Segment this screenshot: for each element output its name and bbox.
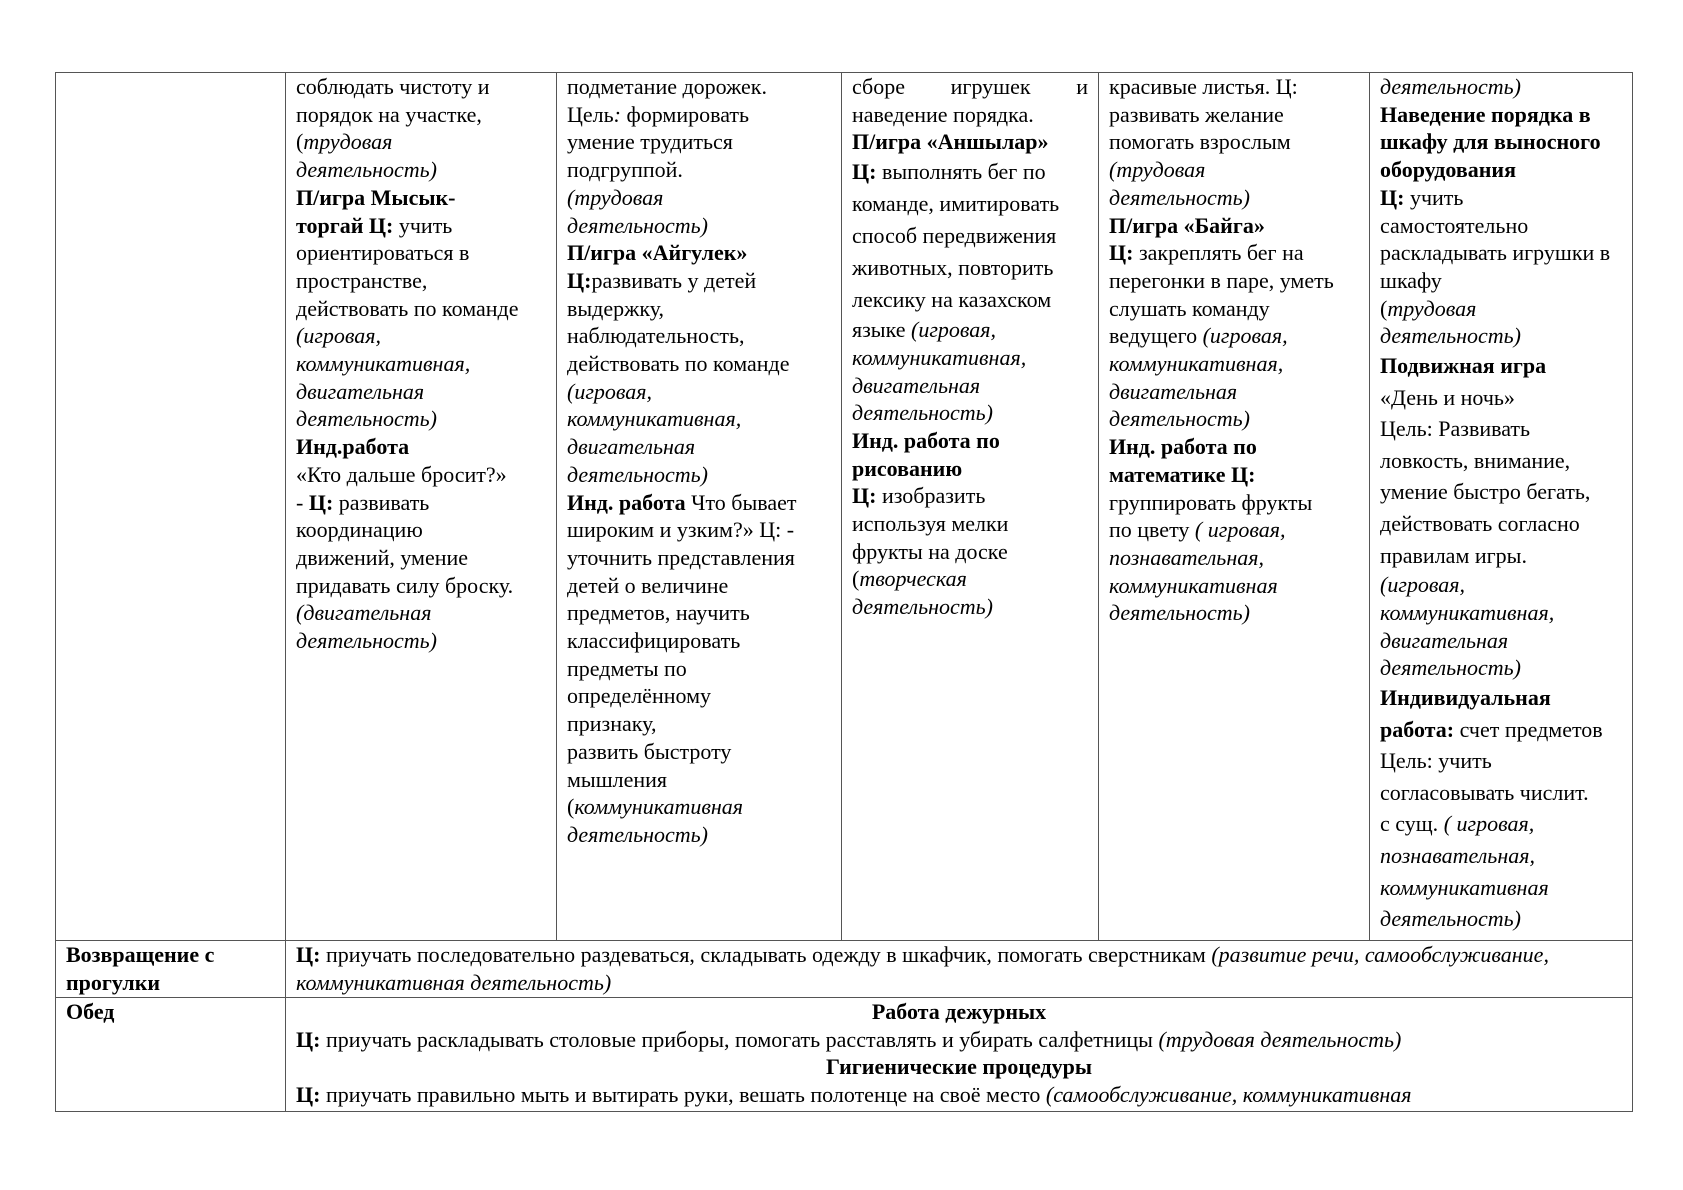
- text-line: [852, 101, 1088, 129]
- text-line: [852, 427, 1088, 455]
- text-line: [296, 239, 546, 267]
- text-line: [567, 128, 831, 156]
- text-line: [852, 399, 1088, 427]
- text-line: [296, 267, 546, 295]
- text-run: развивать: [333, 489, 430, 515]
- text-run: шкафу для выносного: [1380, 129, 1601, 155]
- text-run: Ц:: [852, 159, 877, 185]
- text-line: [1109, 156, 1359, 184]
- goal-text: приучать правильно мыть и вытирать руки, вешать полотенце на своё место: [320, 1082, 1046, 1108]
- goal-prefix: Ц:: [296, 942, 321, 967]
- text-line: [1109, 433, 1359, 461]
- text-run: классифицировать: [567, 628, 741, 654]
- text-run: Ц:: [852, 483, 877, 509]
- text-run: сборе игрушек и: [852, 74, 1088, 99]
- text-run: (трудовая: [567, 184, 664, 210]
- text-line: [1109, 544, 1359, 572]
- text-run: Индивидуальная: [1380, 685, 1551, 710]
- text-run: творческая: [859, 566, 967, 592]
- text-run: (игровая,: [1202, 323, 1288, 349]
- text-line: [1380, 508, 1622, 540]
- text-run: выполнять бег по: [876, 159, 1046, 185]
- text-run: Ц:: [567, 267, 592, 293]
- text-line: [852, 565, 1088, 593]
- text-line: [852, 128, 1088, 156]
- text-run: торгай Ц:: [296, 212, 394, 238]
- text-run: трудовая: [1387, 295, 1477, 321]
- text-run: ведущего: [1109, 323, 1203, 349]
- text-run: мышления: [567, 766, 668, 792]
- text-line: [1109, 295, 1359, 323]
- text-run: (двигательная: [296, 600, 432, 626]
- text-run: (трудовая: [1109, 157, 1206, 183]
- text-line: [567, 572, 831, 600]
- text-line: [567, 627, 831, 655]
- text-line: [296, 599, 546, 627]
- text-line: [567, 350, 831, 378]
- text-run: Инд.работа: [296, 434, 410, 460]
- text-line: [567, 295, 831, 323]
- text-line: [852, 482, 1088, 510]
- text-run: правилам игры.: [1380, 542, 1527, 568]
- text-run: ловкость, внимание,: [1380, 447, 1571, 473]
- text-line: [567, 184, 831, 212]
- text-line: [567, 682, 831, 710]
- text-line: [1109, 322, 1359, 350]
- text-run: действовать согласно: [1380, 511, 1580, 536]
- text-run: языке: [852, 317, 911, 343]
- goal-prefix: Ц:: [296, 1082, 321, 1108]
- text-run: развивать желание: [1109, 101, 1284, 127]
- text-run: деятельность): [1109, 600, 1251, 626]
- text-run: фрукты на доске: [852, 538, 1008, 564]
- text-run: математике Ц:: [1109, 461, 1256, 487]
- text-line: [1380, 872, 1622, 904]
- text-line: [296, 433, 546, 461]
- goal-activity: (самообслуживание, коммуникативная: [1045, 1082, 1412, 1108]
- text-run: порядок на участке,: [296, 101, 482, 127]
- text-run: действовать по команде: [296, 295, 519, 321]
- text-run: развить быстроту: [567, 738, 732, 764]
- text-line: [567, 461, 831, 489]
- text-line: [852, 156, 1088, 188]
- text-run: наведение порядка.: [852, 101, 1034, 127]
- text-line: [1109, 184, 1359, 212]
- text-line: [1380, 903, 1622, 935]
- text-line: [296, 544, 546, 572]
- text-line: [1109, 128, 1359, 156]
- text-line: [1380, 745, 1622, 777]
- text-line: [1380, 714, 1622, 746]
- text-run: деятельность): [852, 400, 994, 426]
- text-run: (игровая,: [567, 378, 653, 404]
- text-line: [852, 372, 1088, 400]
- text-run: работа:: [1380, 716, 1455, 742]
- text-run: двигательная: [1380, 627, 1509, 653]
- text-run: П/игра «Айгулек»: [567, 240, 748, 266]
- text-line: [1380, 476, 1622, 508]
- text-run: коммуникативная: [574, 794, 744, 820]
- goal-activity: (развитие речи, самообслуживание, коммуникативная деятельность): [296, 942, 1549, 995]
- text-run: движений, умение: [296, 544, 469, 570]
- text-run: деятельность): [567, 212, 709, 238]
- text-run: -: [296, 489, 309, 515]
- text-run: по цвету: [1109, 517, 1195, 543]
- text-line: [567, 766, 831, 794]
- text-run: деятельность): [1109, 184, 1251, 210]
- text-line: [852, 252, 1088, 284]
- text-line: [1380, 627, 1622, 655]
- text-run: учить: [1404, 184, 1464, 210]
- text-line: [1109, 572, 1359, 600]
- lunch-label: [56, 998, 286, 1112]
- text-run: деятельность): [852, 594, 994, 620]
- text-run: «День и ночь»: [1380, 384, 1515, 410]
- text-run: деятельность): [567, 461, 709, 487]
- activity-cell-5: [1370, 73, 1633, 941]
- text-line: [1380, 599, 1622, 627]
- text-run: уточнить представления: [567, 544, 795, 570]
- goal-activity: (трудовая деятельность): [1158, 1026, 1402, 1052]
- text-line: [1380, 445, 1622, 477]
- text-line: [1380, 156, 1622, 184]
- text-run: Инд. работа: [567, 489, 686, 515]
- text-run: (: [567, 794, 575, 820]
- text-line: [296, 184, 546, 212]
- text-run: двигательная: [296, 378, 425, 404]
- text-run: оборудования: [1380, 157, 1516, 183]
- text-run: Инд. работа по: [852, 427, 1000, 453]
- text-line: [296, 516, 546, 544]
- text-line: [567, 322, 831, 350]
- text-run: умение трудиться: [567, 129, 733, 155]
- text-run: (: [852, 566, 860, 592]
- text-run: (игровая,: [1380, 572, 1466, 598]
- text-line: [1109, 461, 1359, 489]
- text-line: [567, 516, 831, 544]
- return-row: [56, 941, 1633, 998]
- text-line: [1380, 654, 1622, 682]
- text-line: [1380, 212, 1622, 240]
- text-line: [567, 655, 831, 683]
- walk-activities-row: [56, 73, 1633, 941]
- text-run: перегонки в паре, уметь: [1109, 267, 1334, 293]
- return-content: [286, 941, 1633, 998]
- text-run: подгруппой.: [567, 157, 683, 183]
- text-line: [1109, 212, 1359, 240]
- text-run: П/игра «Байга»: [1109, 212, 1265, 238]
- text-line: [1109, 101, 1359, 129]
- text-run: коммуникативная,: [1380, 599, 1555, 625]
- text-run: трудовая: [303, 129, 393, 155]
- text-run: коммуникативная,: [567, 406, 742, 432]
- text-run: счет предметов: [1454, 716, 1603, 742]
- text-run: познавательная,: [1109, 544, 1264, 570]
- text-line: [567, 599, 831, 627]
- text-line: [1380, 73, 1622, 101]
- text-run: деятельность): [1109, 406, 1251, 432]
- text-run: помогать взрослым: [1109, 129, 1291, 155]
- text-run: коммуникативная,: [852, 344, 1027, 370]
- text-line: [1109, 267, 1359, 295]
- text-line: [296, 627, 546, 655]
- text-line: [296, 572, 546, 600]
- text-line: [567, 378, 831, 406]
- text-line: [296, 295, 546, 323]
- text-run: красивые листья. Ц:: [1109, 74, 1298, 99]
- return-label-text: Возвращение с прогулки: [66, 942, 215, 995]
- text-run: с сущ.: [1380, 811, 1444, 837]
- text-run: детей о величине: [567, 572, 729, 598]
- text-line: [1109, 239, 1359, 267]
- activity-cell-2: [557, 73, 842, 941]
- text-run: умение быстро бегать,: [1380, 479, 1591, 505]
- text-line: [567, 793, 831, 821]
- text-run: деятельность): [1380, 74, 1522, 99]
- goal-text: приучать последовательно раздеваться, складывать одежду в шкафчик, помогать сверстникам: [320, 942, 1212, 967]
- text-line: [567, 489, 831, 517]
- text-line: [296, 461, 546, 489]
- text-line: [1380, 808, 1622, 840]
- text-run: подметание дорожек.: [567, 74, 767, 99]
- text-line: [852, 316, 1088, 344]
- hygiene-heading: Гигиенические процедуры: [825, 1054, 1093, 1080]
- text-run: (игровая,: [296, 323, 382, 349]
- lunch-content: [286, 998, 1633, 1112]
- text-line: [852, 455, 1088, 483]
- text-line: [567, 156, 831, 184]
- text-line: [567, 239, 831, 267]
- text-line: [296, 128, 546, 156]
- text-run: команде, имитировать: [852, 191, 1060, 217]
- text-run: познавательная,: [1380, 842, 1535, 868]
- text-run: Цель: [567, 101, 614, 127]
- text-run: коммуникативная: [1109, 572, 1278, 598]
- text-line: [1380, 101, 1622, 129]
- text-line: [296, 378, 546, 406]
- text-run: коммуникативная,: [1109, 351, 1284, 377]
- text-run: (: [1380, 295, 1388, 321]
- text-line: [1109, 350, 1359, 378]
- text-run: ( игровая,: [1194, 517, 1286, 543]
- text-run: деятельность): [296, 157, 438, 183]
- text-run: Подвижная игра: [1380, 353, 1547, 379]
- text-line: [296, 322, 546, 350]
- text-run: Ц:: [1109, 240, 1134, 266]
- text-run: лексику на казахском: [852, 287, 1052, 313]
- text-line: [567, 73, 831, 101]
- lunch-label-text: Обед: [66, 999, 115, 1024]
- text-run: Ц:: [1380, 184, 1405, 210]
- text-run: П/игра «Аншылар»: [852, 129, 1049, 155]
- text-run: «Кто дальше бросит?»: [296, 461, 507, 487]
- text-run: широким и узким?» Ц: -: [567, 517, 795, 543]
- text-run: ориентироваться в: [296, 240, 470, 266]
- text-run: Инд. работа по: [1109, 434, 1257, 460]
- text-line: [852, 188, 1088, 220]
- text-line: [567, 433, 831, 461]
- text-line: [852, 284, 1088, 316]
- goal-prefix: Ц:: [296, 1026, 321, 1052]
- text-line: [1109, 516, 1359, 544]
- text-run: развивать у детей: [591, 267, 757, 293]
- text-run: Ц:: [308, 489, 334, 515]
- text-line: [1380, 540, 1622, 572]
- text-line: [567, 405, 831, 433]
- text-line: [852, 510, 1088, 538]
- text-line: [567, 738, 831, 766]
- text-line: [852, 344, 1088, 372]
- text-line: [1380, 350, 1622, 382]
- text-run: деятельность): [1380, 906, 1522, 932]
- text-line: [1109, 489, 1359, 517]
- text-line: [296, 350, 546, 378]
- text-run: координацию: [296, 517, 423, 543]
- text-line: [567, 821, 831, 849]
- text-line: [852, 220, 1088, 252]
- text-run: ( игровая,: [1443, 811, 1535, 837]
- text-run: наблюдательность,: [567, 323, 745, 349]
- text-run: деятельность): [1380, 323, 1522, 349]
- text-run: шкафу: [1380, 267, 1442, 293]
- text-line: [1380, 322, 1622, 350]
- text-run: коммуникативная: [1380, 874, 1549, 900]
- text-run: определённому: [567, 683, 711, 709]
- text-line: [296, 405, 546, 433]
- text-run: учить: [393, 212, 453, 238]
- text-line: [1380, 267, 1622, 295]
- text-run: формировать: [621, 101, 750, 127]
- text-line: [1109, 378, 1359, 406]
- text-line: [296, 156, 546, 184]
- text-line: [296, 101, 546, 129]
- text-run: Цель: Развивать: [1380, 416, 1531, 442]
- text-run: раскладывать игрушки в: [1380, 240, 1611, 266]
- lunch-row: [56, 998, 1633, 1112]
- text-run: животных, повторить: [852, 255, 1054, 281]
- text-line: [1380, 184, 1622, 212]
- text-run: Цель: учить: [1380, 748, 1492, 774]
- text-line: [1380, 295, 1622, 323]
- text-line: [567, 267, 831, 295]
- text-run: двигательная: [1109, 378, 1238, 404]
- text-run: предметы по: [567, 655, 687, 681]
- text-run: двигательная: [852, 372, 981, 398]
- text-line: [1380, 239, 1622, 267]
- text-line: [1380, 777, 1622, 809]
- text-run: группировать фрукты: [1109, 489, 1313, 515]
- text-run: согласовывать числит.: [1380, 779, 1589, 805]
- text-line: [1109, 599, 1359, 627]
- text-line: [567, 101, 831, 129]
- text-line: [567, 212, 831, 240]
- text-run: деятельность): [296, 406, 438, 432]
- text-run: двигательная: [567, 434, 696, 460]
- text-run: пространстве,: [296, 267, 428, 293]
- section-label-cell: [56, 73, 286, 941]
- text-line: [1380, 571, 1622, 599]
- text-line: [1109, 73, 1359, 101]
- text-run: соблюдать чистоту и: [296, 74, 490, 99]
- text-run: самостоятельно: [1380, 212, 1529, 238]
- text-run: используя мелки: [852, 511, 1009, 537]
- text-run: придавать силу броску.: [296, 572, 514, 598]
- text-line: [296, 73, 546, 101]
- text-run: (игровая,: [911, 317, 997, 343]
- text-run: :: [613, 101, 621, 127]
- text-run: предметов, научить: [567, 600, 750, 626]
- text-run: Что бывает: [685, 489, 797, 515]
- text-line: [1380, 682, 1622, 714]
- duty-heading: Работа дежурных: [871, 999, 1047, 1024]
- text-run: слушать команду: [1109, 295, 1270, 321]
- text-run: (: [296, 129, 304, 155]
- text-line: [852, 538, 1088, 566]
- text-run: способ передвижения: [852, 223, 1057, 249]
- text-line: [567, 710, 831, 738]
- text-run: коммуникативная,: [296, 351, 471, 377]
- text-line: [1109, 405, 1359, 433]
- text-run: П/игра Мысык-: [296, 184, 456, 210]
- text-run: деятельность): [1380, 655, 1522, 681]
- goal-text: приучать раскладывать столовые приборы, помогать расставлять и убирать салфетницы: [320, 1026, 1159, 1052]
- text-line: [1380, 382, 1622, 414]
- text-run: закреплять бег на: [1133, 240, 1304, 266]
- schedule-table: [55, 72, 1633, 1112]
- text-line: [1380, 840, 1622, 872]
- text-line: [1380, 128, 1622, 156]
- text-line: [296, 489, 546, 517]
- text-run: изобразить: [876, 483, 986, 509]
- return-label: [56, 941, 286, 998]
- text-run: действовать по команде: [567, 351, 790, 377]
- text-run: деятельность): [296, 628, 438, 654]
- text-run: деятельность): [567, 821, 709, 847]
- activity-cell-3: [842, 73, 1099, 941]
- text-line: [567, 544, 831, 572]
- text-line: [1380, 413, 1622, 445]
- text-line: [852, 73, 1088, 101]
- text-line: [852, 593, 1088, 621]
- activity-cell-1: [286, 73, 557, 941]
- text-run: признаку,: [567, 711, 657, 737]
- text-run: рисованию: [852, 455, 963, 481]
- text-run: Наведение порядка в: [1380, 101, 1591, 127]
- activity-cell-4: [1099, 73, 1370, 941]
- text-run: выдержку,: [567, 295, 665, 321]
- text-line: [296, 212, 546, 240]
